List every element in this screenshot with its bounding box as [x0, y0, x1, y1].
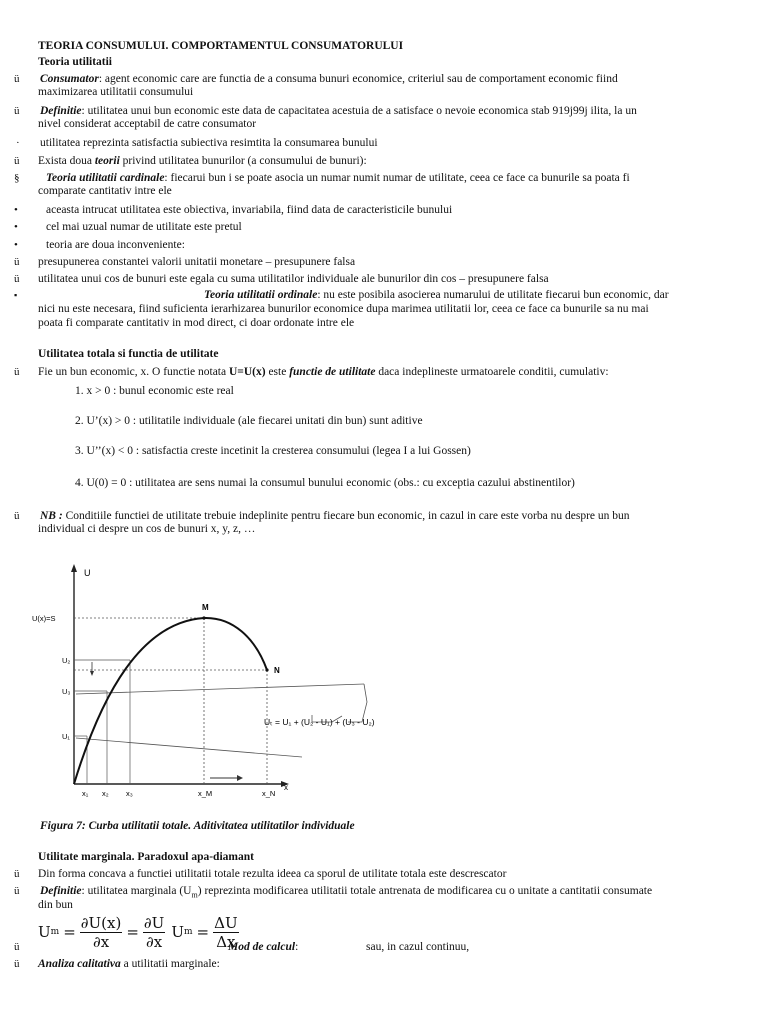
x-axis-label: x — [284, 783, 288, 792]
paragraph-pretul: cel mai uzual numar de utilitate este pretul — [46, 221, 242, 233]
marginal-utility-equation: U m = $\frac{\partial U(x)}{\partial x}$ = $\frac{\partial U}{\partial x}$ U m = $\frac{\Delta U}{\Delta x}$ — [38, 913, 238, 951]
paragraph-consumator: Consumator: agent economic care are functia de a consuma bunuri economice, criteriul sau de comportament economic fiind — [40, 73, 618, 85]
paragraph-teoria-ordinala: Teoria utilitatii ordinale: nu este posibila asocierea numarului de utilitate fiecarui bun economic, dar — [204, 289, 669, 301]
label-xn: x_N — [262, 789, 276, 798]
u-step-arrowhead — [90, 671, 94, 676]
bullet-glyph: ü — [14, 273, 20, 285]
term-definitie-marginala: Definitie — [40, 885, 82, 897]
bullet-glyph: ü — [14, 366, 20, 378]
bullet-glyph: ▪ — [14, 290, 18, 300]
term-consumator: Consumator — [40, 73, 99, 85]
bullet-glyph: ü — [14, 105, 20, 117]
term-nb: NB : — [40, 510, 63, 522]
paragraph-teoria-cardinala-cont: comparate cantitativ intre ele — [38, 185, 172, 197]
bullet-glyph: ü — [14, 73, 20, 85]
page-title: TEORIA CONSUMULUI. COMPORTAMENTUL CONSUMATORULUI — [38, 40, 404, 52]
paragraph-teoria-ordinala-cont-1: nici nu este necesara, fiind suficienta ierarhizarea bunurilor economice dupa marimea utilitatii lor, ceea ce face ca bunurile sa nu mai — [38, 303, 649, 315]
paragraph-definitie-marginala-cont: din bun — [38, 899, 73, 911]
label-x3: x₃ — [126, 789, 133, 798]
paragraph-inconvenient-2: utilitatea unui cos de bunuri este egala cu suma utilitatilor individuale ale bunurilor din cos – presupunere falsa — [38, 273, 549, 285]
label-x2: x₂ — [102, 789, 109, 798]
condition-2: 2. U’(x) > 0 : utilitatile individuale (ale fiecarei unitati din bun) sunt aditive — [75, 415, 423, 427]
condition-4: 4. U(0) = 0 : utilitatea are sens numai la consumul bunului economic (obs.: cu exceptia cazului abstinentilor) — [75, 477, 575, 489]
paragraph-teoria-cardinala: Teoria utilitatii cardinale: fiecarui bun i se poate asocia un numar numit numar de utilitate, ceea ce face ca bunurile sa poata fi — [46, 172, 630, 184]
paragraph-nb: NB : Conditiile functiei de utilitate trebuie indeplinite pentru fiecare bun economic, in cazul in care este vorba nu despre un bun — [40, 510, 630, 522]
section-heading-utilitate-marginala: Utilitate marginala. Paradoxul apa-diamant — [38, 851, 254, 863]
term-teoria-ordinala: Teoria utilitatii ordinale — [204, 289, 318, 301]
bullet-glyph: ü — [14, 510, 20, 522]
paragraph-analiza-calitativa: Analiza calitativa a utilitatii marginale: — [38, 958, 220, 970]
mod-de-calcul: Mod de calcul: — [228, 941, 299, 953]
bullet-glyph: ü — [14, 885, 20, 897]
condition-1: 1. x > 0 : bunul economic este real — [75, 385, 234, 397]
bullet-glyph: ü — [14, 155, 20, 167]
bullet-glyph: ü — [14, 958, 20, 970]
bullet-glyph: ü — [14, 941, 20, 953]
mod-continuu: sau, in cazul continuu, — [366, 941, 470, 953]
section-heading-teoria-utilitatii: Teoria utilitatii — [38, 56, 113, 68]
paragraph-obiectiva: aceasta intrucat utilitatea este obiectiva, invariabila, fiind data de caracteristicile bunului — [46, 204, 453, 216]
label-xm: x_M — [198, 789, 213, 798]
bullet-glyph: ü — [14, 868, 20, 880]
bullet-glyph: • — [14, 221, 18, 233]
bullet-glyph: • — [14, 239, 18, 251]
bullet-glyph: ü — [14, 256, 20, 268]
paragraph-consumator-cont: maximizarea utilitatii consumului — [38, 86, 194, 98]
paragraph-definitie-cont: nivel considerat acceptabil de catre consumator — [38, 118, 257, 130]
label-n: N — [274, 666, 280, 675]
additivity-formula: Uₜ = U₁ + (U₂ - U₁) + (U₃ - U₂) — [264, 717, 375, 727]
bullet-glyph: § — [14, 172, 20, 184]
term-analiza-calitativa: Analiza calitativa — [38, 958, 121, 970]
bullet-glyph: • — [14, 204, 18, 216]
bullet-glyph: · — [16, 137, 20, 149]
point-n — [265, 668, 268, 671]
label-m: M — [202, 603, 209, 612]
paragraph-functie-utilitate: Fie un bun economic, x. O functie notata U=U(x) este functie de utilitate daca indeplineste urmatoarele conditii, cumulativ: — [38, 366, 609, 378]
u-axis-arrow — [71, 564, 77, 572]
condition-3: 3. U’’(x) < 0 : satisfactia creste incetinit la cresterea consumului (legea I a lui Gossen) — [75, 445, 471, 457]
paragraph-inconvenient-1: presupunerea constantei valorii unitatii monetare – presupunere falsa — [38, 256, 356, 268]
paragraph-forma-concava: Din forma concava a functiei utilitatii totale rezulta ideea ca sporul de utilitate totala este descrescator — [38, 868, 507, 880]
term-definitie: Definitie — [40, 105, 82, 117]
paragraph-doua-teorii: Exista doua teorii privind utilitatea bunurilor (a consumului de bunuri): — [38, 155, 367, 167]
label-u3: U₃ — [62, 687, 71, 696]
paragraph-definitie-marginala: Definitie: utilitatea marginala $(U_m)$ reprezinta modificarea utilitatii totale antrenata de modificarea cu o unitate a cantitatii consumate — [40, 885, 653, 900]
leader-line-u1 — [76, 738, 302, 757]
u-axis-label: U — [84, 568, 91, 578]
label-x1: x₁ — [82, 789, 89, 798]
label-u1: U₁ — [62, 732, 70, 741]
paragraph-nb-cont: individual ci despre un cos de bunuri x, y, z, … — [38, 523, 256, 535]
paragraph-definitie-utilitate: Definitie: utilitatea unui bun economic este data de capacitatea acestuia de a satisface o nevoie economica stab 919j99j ilita, la un — [40, 105, 637, 117]
label-saturation: U(x)=S — [32, 614, 56, 623]
point-m — [202, 616, 205, 619]
leader-line-u3 — [76, 684, 364, 694]
figure-caption: Figura 7: Curba utilitatii totale. Aditivitatea utilitatilor individuale — [40, 820, 355, 832]
paragraph-satisfactie: utilitatea reprezinta satisfactia subiectiva resimtita la consumarea bunului — [40, 137, 378, 149]
total-utility-figure — [32, 562, 402, 807]
total-utility-curve — [74, 618, 267, 784]
paragraph-teoria-ordinala-cont-2: poata fi comparate cantitativ in mod direct, ci doar ordonate intre ele — [38, 317, 355, 329]
direction-arrowhead — [237, 775, 243, 781]
paragraph-inconveniente: teoria are doua inconveniente: — [46, 239, 185, 251]
term-teoria-cardinala: Teoria utilitatii cardinale — [46, 172, 165, 184]
label-u2: U₂ — [62, 656, 71, 665]
section-heading-utilitatea-totala: Utilitatea totala si functia de utilitate — [38, 348, 219, 360]
